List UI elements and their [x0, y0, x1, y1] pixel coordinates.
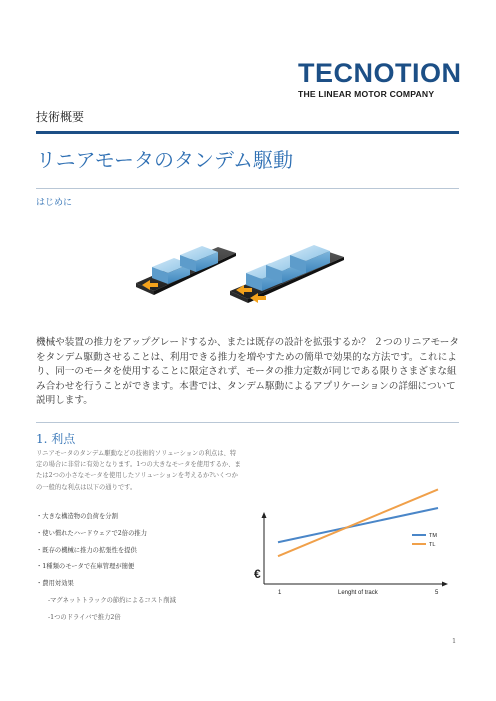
logo-tagline: THE LINEAR MOTOR COMPANY [298, 89, 435, 99]
series-line-tm [278, 508, 438, 542]
tandem-motor-illustration [130, 233, 362, 313]
legend-label-tl: TL [429, 542, 436, 548]
y-axis-arrow-icon [262, 512, 267, 518]
header-divider [36, 131, 459, 134]
intro-paragraph: 機械や装置の推力をアップグレードするか、または既存の設計を拡張するか？ ２つのリニアモータをタンデム駆動させることは、利用できる推力を増やすための簡単で効果的な方法です。これにより、同一のモータを使用することに限定されず、モータの推力定数が同じである限りさまざまな組み合わせを行うことができます。本書では、タンデム駆動によるアプリケーションの詳細について説明します。 [36, 337, 459, 407]
tecnotion-logo [298, 60, 462, 100]
y-axis-label: € [254, 567, 261, 581]
cost-vs-track-length-chart [252, 472, 460, 604]
section-divider [36, 422, 459, 423]
title-divider [36, 188, 459, 189]
benefit-list [36, 512, 246, 630]
page-number: 1 [452, 637, 457, 645]
x-axis-arrow-icon [442, 582, 448, 587]
benefit-item: ・費用対効果 [36, 580, 74, 588]
x-tick-label: 1 [278, 590, 282, 596]
section-heading: 1. 利点 [36, 432, 76, 446]
benefit-item: ・大きな構造物の負荷を分割 [36, 513, 118, 520]
logo-wordmark: TECNOTION [298, 58, 462, 88]
benefit-sub-item: -1つのドライバで推力2倍 [48, 613, 121, 621]
page-title: リニアモータのタンデム駆動 [36, 148, 293, 172]
intro-heading: はじめに [36, 198, 73, 208]
x-tick-label: 5 [435, 590, 439, 596]
benefit-item: ・1種類のモータで在庫管理が簡便 [36, 563, 135, 571]
chart-legend [412, 533, 437, 548]
x-axis-label: Lenght of track [338, 590, 378, 596]
benefit-sub-item: -マグネットトラックの節約によるコスト削減 [48, 596, 176, 604]
chart-series-group [278, 489, 438, 556]
series-line-tl [278, 489, 438, 556]
benefit-item: ・既存の機械に推力の拡張性を提供 [36, 546, 137, 554]
section-body: リニアモータのタンデム駆動などの技術的ソリューションの利点は、特定の場合に非常に有効となります。1つの大きなモータを使用するか、または2つの小さなモータを使用したソリューションを考えるか?いくつかの一般的な利点は以下の通りです。 [36, 450, 241, 491]
document-type-label: 技術概要 [36, 110, 85, 124]
legend-label-tm: TM [429, 533, 437, 539]
left-coil-unit-2 [180, 246, 218, 272]
benefit-item: ・使い慣れたハードウェアで2倍の推力 [36, 529, 147, 537]
